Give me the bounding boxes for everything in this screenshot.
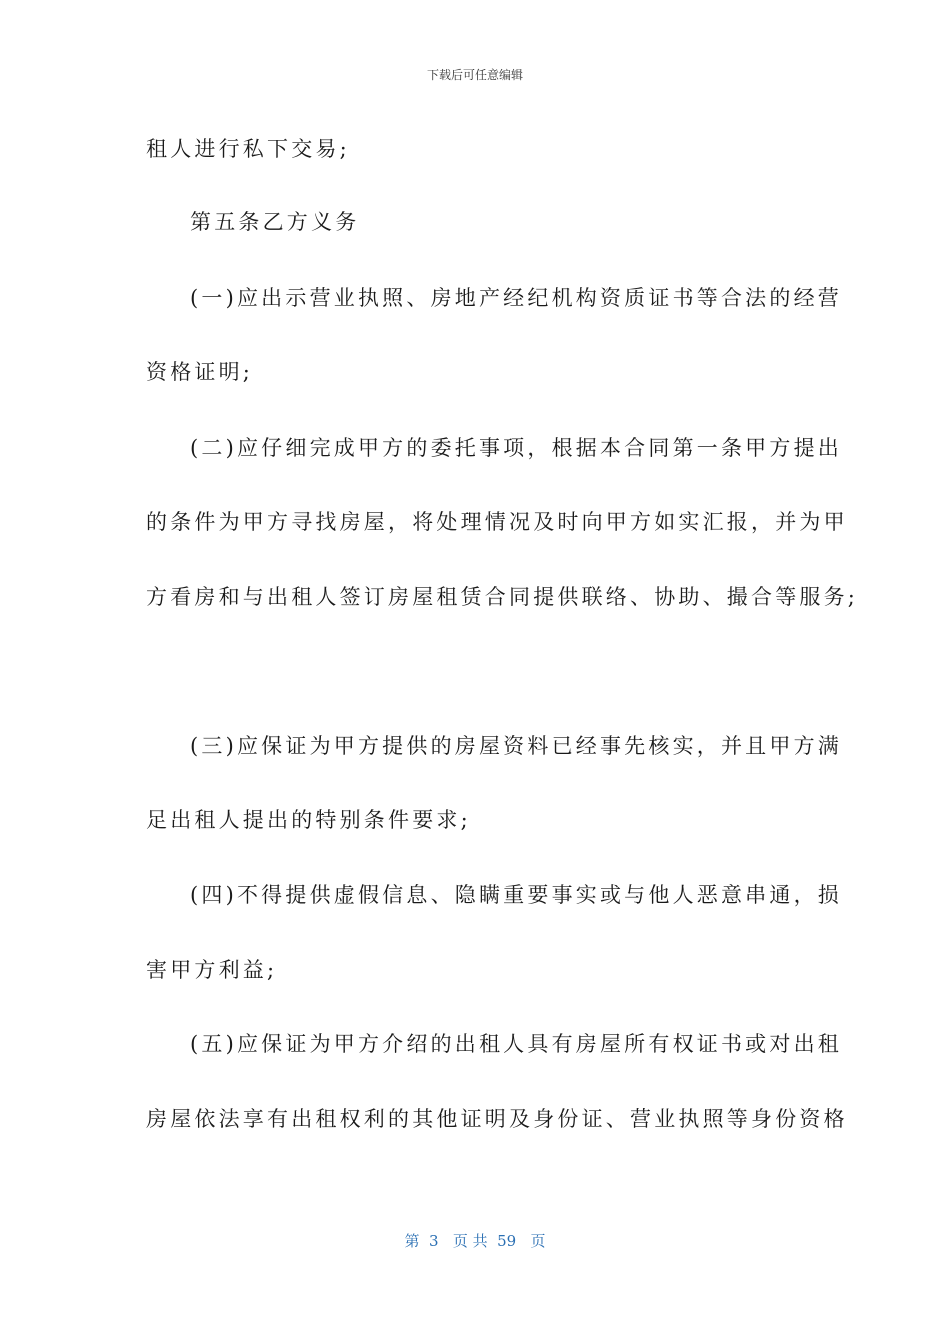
text-line: 房屋依法享有出租权利的其他证明及身份证、营业执照等身份资格 — [146, 1107, 848, 1131]
page-number-footer: 第 3 页 共 59 页 — [404, 1232, 546, 1250]
text-line: 害甲方利益; — [146, 958, 278, 982]
text-line: 方看房和与出租人签订房屋租赁合同提供联络、协助、撮合等服务; — [146, 585, 859, 609]
text-line: 的条件为甲方寻找房屋，将处理情况及时向甲方如实汇报，并为甲 — [146, 510, 848, 534]
text-line: 资格证明; — [146, 360, 254, 384]
text-line: (五)应保证为甲方介绍的出租人具有房屋所有权证书或对出租 — [190, 1032, 842, 1056]
text-line: (三)应保证为甲方提供的房屋资料已经事先核实，并且甲方满 — [190, 734, 842, 758]
text-line: 足出租人提出的特别条件要求; — [146, 808, 471, 832]
text-line: (四)不得提供虚假信息、隐瞒重要事实或与他人恶意串通，损 — [190, 883, 842, 907]
text-line: (二)应仔细完成甲方的委托事项，根据本合同第一条甲方提出 — [190, 436, 842, 460]
page-header: 下载后可任意编辑 — [426, 68, 523, 82]
text-line: (一)应出示营业执照、房地产经纪机构资质证书等合法的经营 — [190, 286, 842, 310]
section-heading: 第五条乙方义务 — [190, 210, 360, 234]
text-line: 租人进行私下交易; — [146, 137, 350, 161]
